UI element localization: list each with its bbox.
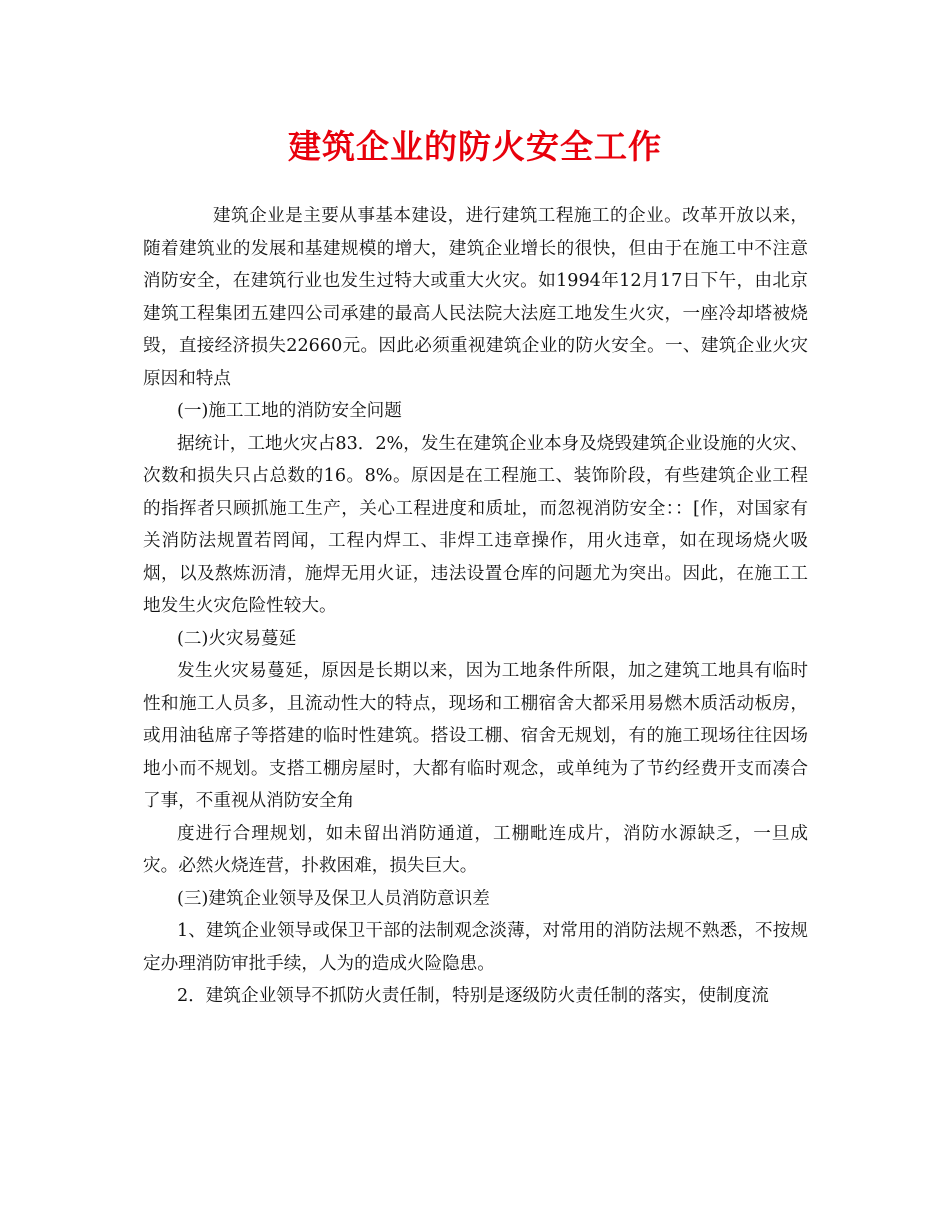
paragraph-2: 发生火灾易蔓延，原因是长期以来，因为工地条件所限，加之建筑工地具有临时性和施工人员多，且流动性大的特点，现场和工棚宿舍大都采用易燃木质活动板房，或用油毡席子等搭建的临时性建筑。搭设工棚、宿舍无规划，有的施工现场往往因场地小而不规划。支搭工棚房屋时，大都有临时观念，或单纯为了节约经费开支而凑合了事，不重视从消防安全角 [143, 661, 808, 811]
paragraph-5: 2．建筑企业领导不抓防火责任制，特别是逐级防火责任制的落实，使制度流 [177, 986, 769, 1006]
page-title: 建筑企业的防火安全工作 [288, 127, 662, 166]
paragraph-1: 据统计，工地火灾占83．2%，发生在建筑企业本身及烧毁建筑企业设施的火灾、次数和损失只占总数的16。8%。原因是在工程施工、装饰阶段，有些建筑企业工程的指挥者只顾抓施工生产，关心工程进度和质址，而忽视消防安全：：[作，对国家有关消防法规置若罔闻，工程内焊工、非焊工违章操作，用火违章，如在现场烧火吸烟，以及熬炼沥清，施焊无用火证，违法设置仓库的问题尤为突出。因此，在施工工地发生火灾危险性较大。 [143, 433, 808, 616]
section-heading-3: (三)建筑企业领导及保卫人员消防意识差 [177, 888, 490, 909]
section-heading-1: (一)施工工地的消防安全问题 [177, 401, 402, 421]
paragraph-4: 1、建筑企业领导或保卫干部的法制观念淡薄，对常用的消防法规不熟悉，不按规定办理消防审批手续，人为的造成火险隐患。 [143, 921, 808, 974]
paragraph-3: 度进行合理规划，如未留出消防通道，工棚毗连成片，消防水源缺乏，一旦成灾。必然火烧连营，扑救困难，损失巨大。 [143, 823, 808, 876]
paragraph-intro: 建筑企业是主要从事基本建设，进行建筑工程施工的企业。改革开放以来，随着建筑业的发展和基建规模的增大，建筑企业增长的很快，但由于在施工中不注意消防安全，在建筑行业也发生过特大或重大火灾。如1994年12月17日下午，由北京建筑工程集团五建四公司承建的最高人民法院大法庭工地发生火灾，一座冷却塔被烧毁，直接经济损失22660元。因此必须重视建筑企业的防火安全。一、建筑企业火灾原因和特点 [143, 206, 808, 389]
document-body [143, 200, 808, 1013]
section-heading-2: (二)火灾易蔓延 [177, 628, 297, 649]
